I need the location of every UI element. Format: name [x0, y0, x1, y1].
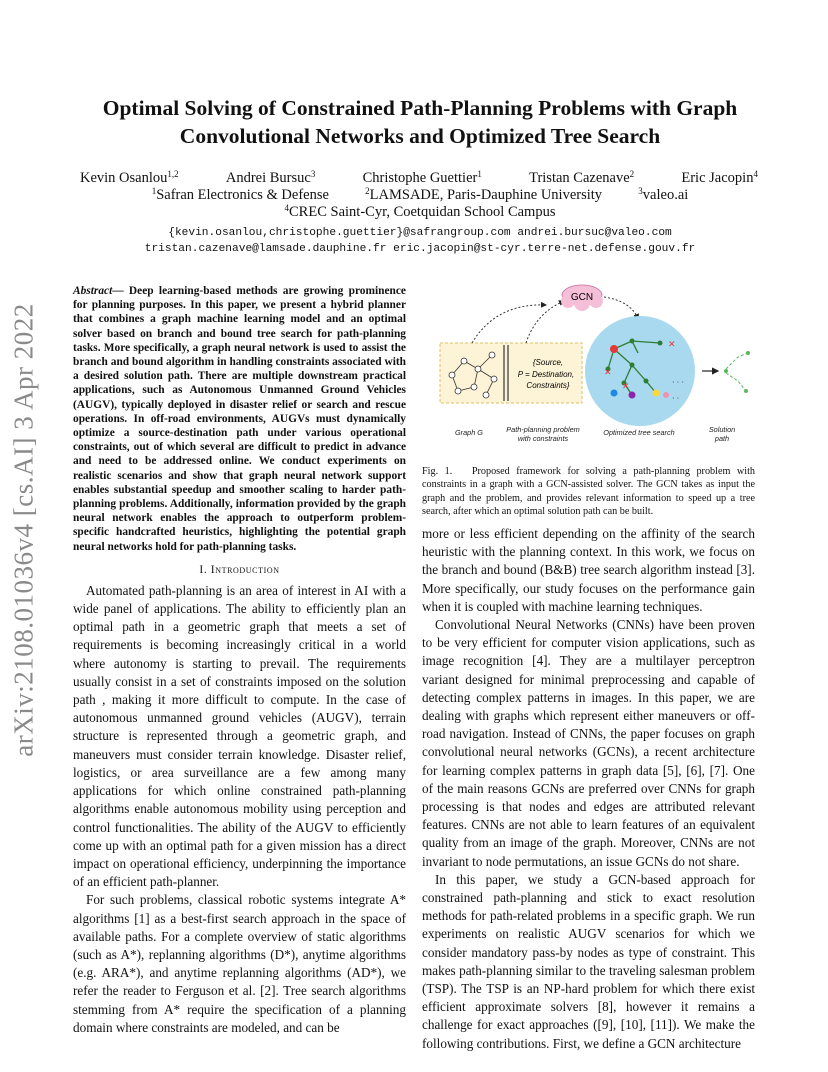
prune-mark: ✕ [604, 367, 612, 377]
caption-label: Fig. 1. [422, 466, 453, 477]
svg-text:· ·: · · [672, 394, 680, 403]
abstract-text: — Deep learning-based methods are growing prominence for planning purposes. In this paper, we present a hybrid planner that combines a graph machine learning model and an optimal solver based on branch and bound tree search for path-planning tasks. More specifically, a graph neural network is used to assist the branch and bound algorithm in handling constraints associated with a desired solution path. There are multiple downstream practical applications, such as Autonomous Unmanned Ground Vehicles (AUGV), typically deployed in disaster relief or search and rescue operations. In off-road environments, AUGVs must dynamically optimize a source-destination path under various operational constraints, out of which several are difficult to predict in advance and need to be addressed online. We conduct experiments on realistic scenarios and show that graph neural network support enables substantial speedup and smoother scaling to harder path-planning problems. Additionally, information provided by the graph neural network enables the approach to outperform problem-specific handcrafted heuristics, highlighting the potential graph neural networks hold for path-planning tasks. [73, 285, 406, 553]
author: Eric Jacopin$^4$ [681, 169, 758, 186]
framework-diagram [436, 283, 762, 448]
label-tree-search: Optimized tree search [603, 428, 675, 437]
affiliation: $^1$Safran Electronics & Defense [151, 186, 329, 203]
arxiv-stamp-text: arXiv:2108.01036v4 [cs.AI] 3 Apr 2022 [8, 303, 39, 757]
svg-text:· · ·: · · · [672, 378, 684, 387]
body-text [73, 582, 406, 1037]
label-graph: Graph G [455, 428, 483, 437]
prune-mark: ✕ [668, 339, 676, 349]
paragraph: For such problems, classical robotic systems integrate A* algorithms [1] as a best-first search approach in the space of available paths. For a complete overview of static algorithms (such as A*), replanning algorithms (D*), anytime algorithms (e.g. ARA*), and anytime replanning algorithms (AD*), we refer the reader to Ferguson et al. [2]. Tree search algorithms stemming from A* require the specification of a planning domain where constraints are modeled, and can be [73, 892, 406, 1035]
prune-mark: ✕ [622, 381, 630, 391]
arxiv-stamp [4, 300, 44, 760]
author: Andrei Bursuc$^3$ [225, 169, 316, 186]
author: Christophe Guettier$^1$ [362, 169, 482, 186]
email-line: tristan.cazenave@lamsade.dauphine.fr eric.jacopin@st-cyr.terre-net.defense.gouv.fr [144, 243, 696, 255]
section-heading: I. Introduction [199, 563, 280, 576]
problem-constraints: Constraints} [526, 381, 570, 390]
left-column [73, 284, 406, 1037]
paper-title: Optimal Solving of Constrained Path-Planning Problems with Graph Convolutional Networks and Optimized Tree Search [102, 96, 738, 148]
affiliation: $^3$valeo.ai [638, 186, 689, 203]
paragraph: In this paper, we study a GCN-based approach for constrained path-planning and stick to exact resolution methods for path-related problems in a specific graph. We run experiments on realistic AUGV scenarios for which we consider mandatory pass-by nodes as type of constraint. This makes path-planning similar to the traveling salesman problem (TSP). The TSP is an NP-hard problem for which there exist efficient approximate solvers [8], however it remains a challenge for exact approaches ([9], [10], [11]). We make the following contributions. First, we define a GCN architecture [422, 871, 755, 1051]
figure-caption [422, 465, 755, 518]
label-solution: Solution path [708, 425, 736, 443]
gcn-label: GCN [570, 292, 594, 303]
author-block [60, 170, 780, 257]
paragraph: Automated path-planning is an area of interest in AI with a wide panel of applications. The ability to efficiently plan an optimal path in a geometric graph that meets a set of requirements is becoming increasingly critical in a world where autonomy is starting to prevail. The requirements usually consist in a set of constraints imposed on the solution path , making it more difficult to compute. In the case of autonomous unmanned ground vehicles (AUGV), terrain structure is represented through a geometric graph, and maneuvers must consider terrain knowledge. Disaster relief, logistics, or area surveillance are a few among many applications for which online constrained path-planning algorithms enable autonomous mobility using perception and control functionalities. The ability of the AUGV to efficiently come up with an optimal path for a given mission has a direct impact on operational efficiency, underpinning the importance of an efficient path-planner. [73, 582, 406, 890]
label-problem: Path-planning problem with constraints [506, 425, 580, 443]
affiliation-row [60, 204, 780, 221]
problem-destination: P = Destination, [517, 370, 575, 379]
tree-search-circle [585, 316, 695, 426]
affiliation: $^2$LAMSADE, Paris-Dauphine University [365, 186, 603, 203]
abstract-label: Abstract [73, 285, 113, 297]
affiliation-row [60, 187, 780, 204]
gcn-cloud [561, 285, 603, 311]
email-line: {kevin.osanlou,christophe.guettier}@safrangroup.com andrei.bursuc@valeo.com [168, 227, 672, 239]
figure-1 [436, 283, 762, 448]
caption-text: Proposed framework for solving a path-planning problem with constraints in a graph with a GCN-assisted solver. The GCN takes as input the graph and the problem, and provides relevant information to speed up a tree search, after which an optimal solution path can be built. [422, 466, 756, 517]
author-row [60, 170, 780, 187]
author: Kevin Osanlou$^{1,2}$ [80, 169, 179, 186]
abstract [73, 284, 406, 554]
affiliation: $^4$CREC Saint-Cyr, Coetquidan School Campus [284, 203, 556, 220]
solution-path [726, 353, 748, 391]
paragraph: Convolutional Neural Networks (CNNs) have been proven to be very efficient for computer vision applications, such as image recognition [4]. They are a multilayer perceptron variant designed for minimal preprocessing and capable of detecting complex patterns in images. In this paper, we are dealing with graphs which represent either maneuvers or off-road navigation. Instead of CNNs, the paper focuses on graph convolutional neural networks (GCNs), a recent architecture for learning complex patterns in graph data [5], [6], [7]. One of the main reasons GCNs are preferred over CNNs for graph processing is that nodes and edges are attributed relevant features. CNNs are not able to learn features of an equivalent quality from an image of the graph. Moreover, CNNs are not invariant to node permutations, an issue GCNs do not share. [422, 617, 755, 869]
problem-source: {Source, [532, 358, 564, 367]
right-column [422, 525, 755, 1053]
author: Tristan Cazenave$^2$ [529, 169, 635, 186]
paragraph: more or less efficient depending on the affinity of the search heuristic with the planning context. In this work, we focus on the branch and bound (B&B) tree search algorithm instead [3]. More specifically, our study focuses on the performance gain when it is coupled with machine learning techniques. [422, 526, 755, 614]
